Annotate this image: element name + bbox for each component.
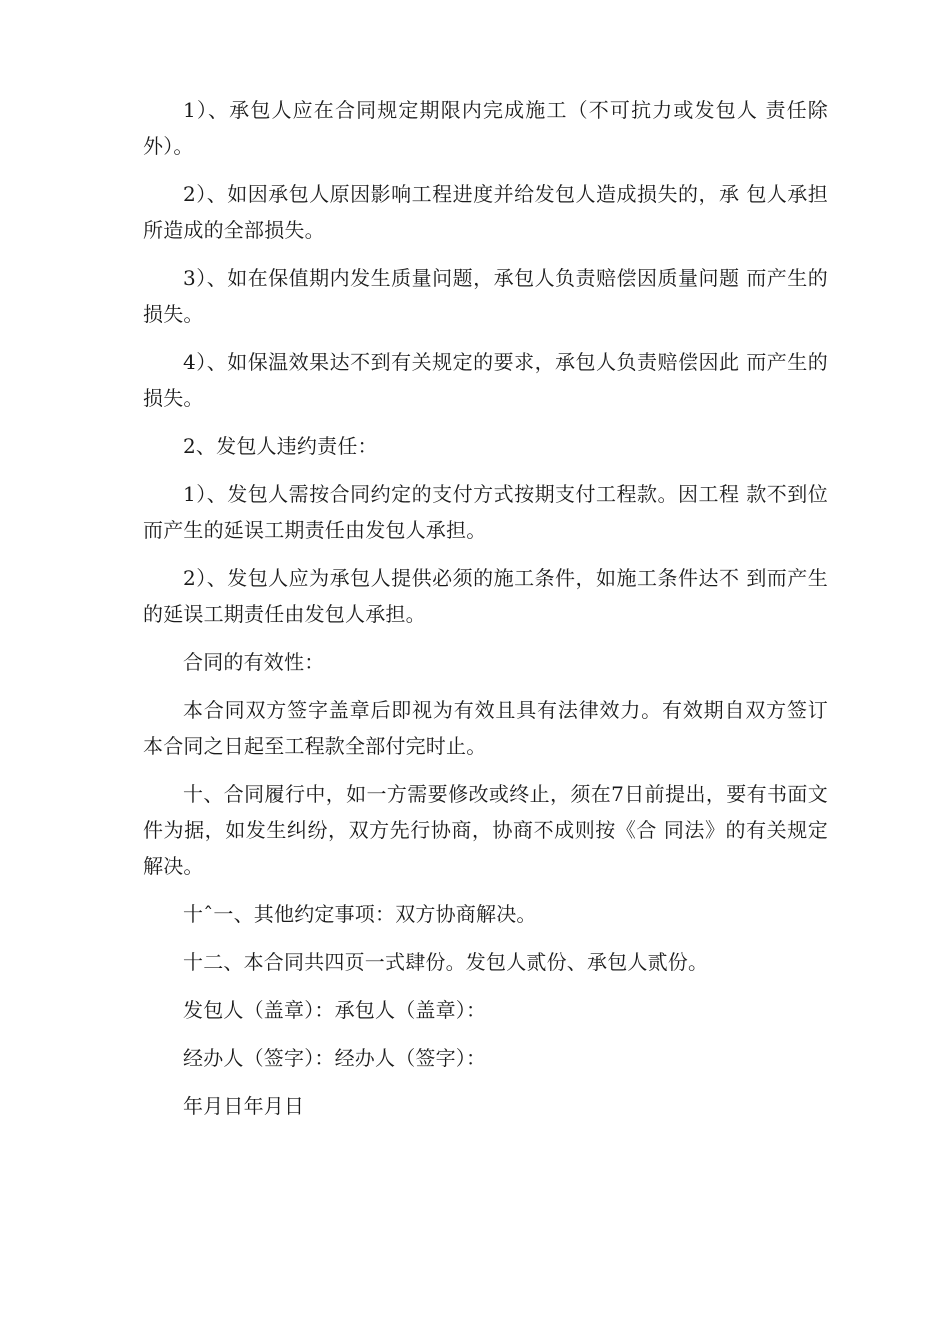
heading-employer-liability: 2、发包人违约责任： — [183, 434, 378, 458]
heading-contract-validity: 合同的有效性： — [183, 650, 325, 674]
paragraph-clause-twelve: 十二、本合同共四页一式肆份。发包人贰份、承包人贰份。 — [183, 950, 709, 974]
paragraph-contract-validity: 本合同双方签字盖章后即视为有效且具有法律效力。有效期自双方签订本合同之日起至工程款全部付完时止。 — [143, 698, 828, 758]
signature-date-line: 年月日年月日 — [183, 1094, 305, 1118]
paragraph-contractor-duty-2: 2）、如因承包人原因影响工程进度并给发包人造成损失的，承 包人承担所造成的全部损失。 — [143, 182, 828, 242]
signature-agent-line: 经办人（签字）：经办人（签字）： — [183, 1046, 487, 1070]
paragraph-clause-eleven: 十ˆ一、其他约定事项：双方协商解决。 — [183, 902, 537, 926]
paragraph-employer-duty-1: 1）、发包人需按合同约定的支付方式按期支付工程款。因工程 款不到位而产生的延误工期责任由发包人承担。 — [143, 482, 828, 542]
signature-seal-line: 发包人（盖章）：承包人（盖章）： — [183, 998, 487, 1022]
document-page — [143, 92, 828, 1124]
paragraph-contractor-duty-4: 4）、如保温效果达不到有关规定的要求，承包人负责赔偿因此 而产生的损失。 — [143, 350, 828, 410]
paragraph-clause-ten: 十、合同履行中，如一方需要修改或终止，须在7日前提出，要有书面文件为据，如发生纠纷，双方先行协商，协商不成则按《合 同法》的有关规定解决。 — [143, 782, 828, 878]
paragraph-contractor-duty-1: 1）、承包人应在合同规定期限内完成施工（不可抗力或发包人 责任除外）。 — [143, 98, 828, 158]
paragraph-employer-duty-2: 2）、发包人应为承包人提供必须的施工条件，如施工条件达不 到而产生的延误工期责任由发包人承担。 — [143, 566, 828, 626]
paragraph-contractor-duty-3: 3）、如在保值期内发生质量问题，承包人负责赔偿因质量问题 而产生的损失。 — [143, 266, 828, 326]
